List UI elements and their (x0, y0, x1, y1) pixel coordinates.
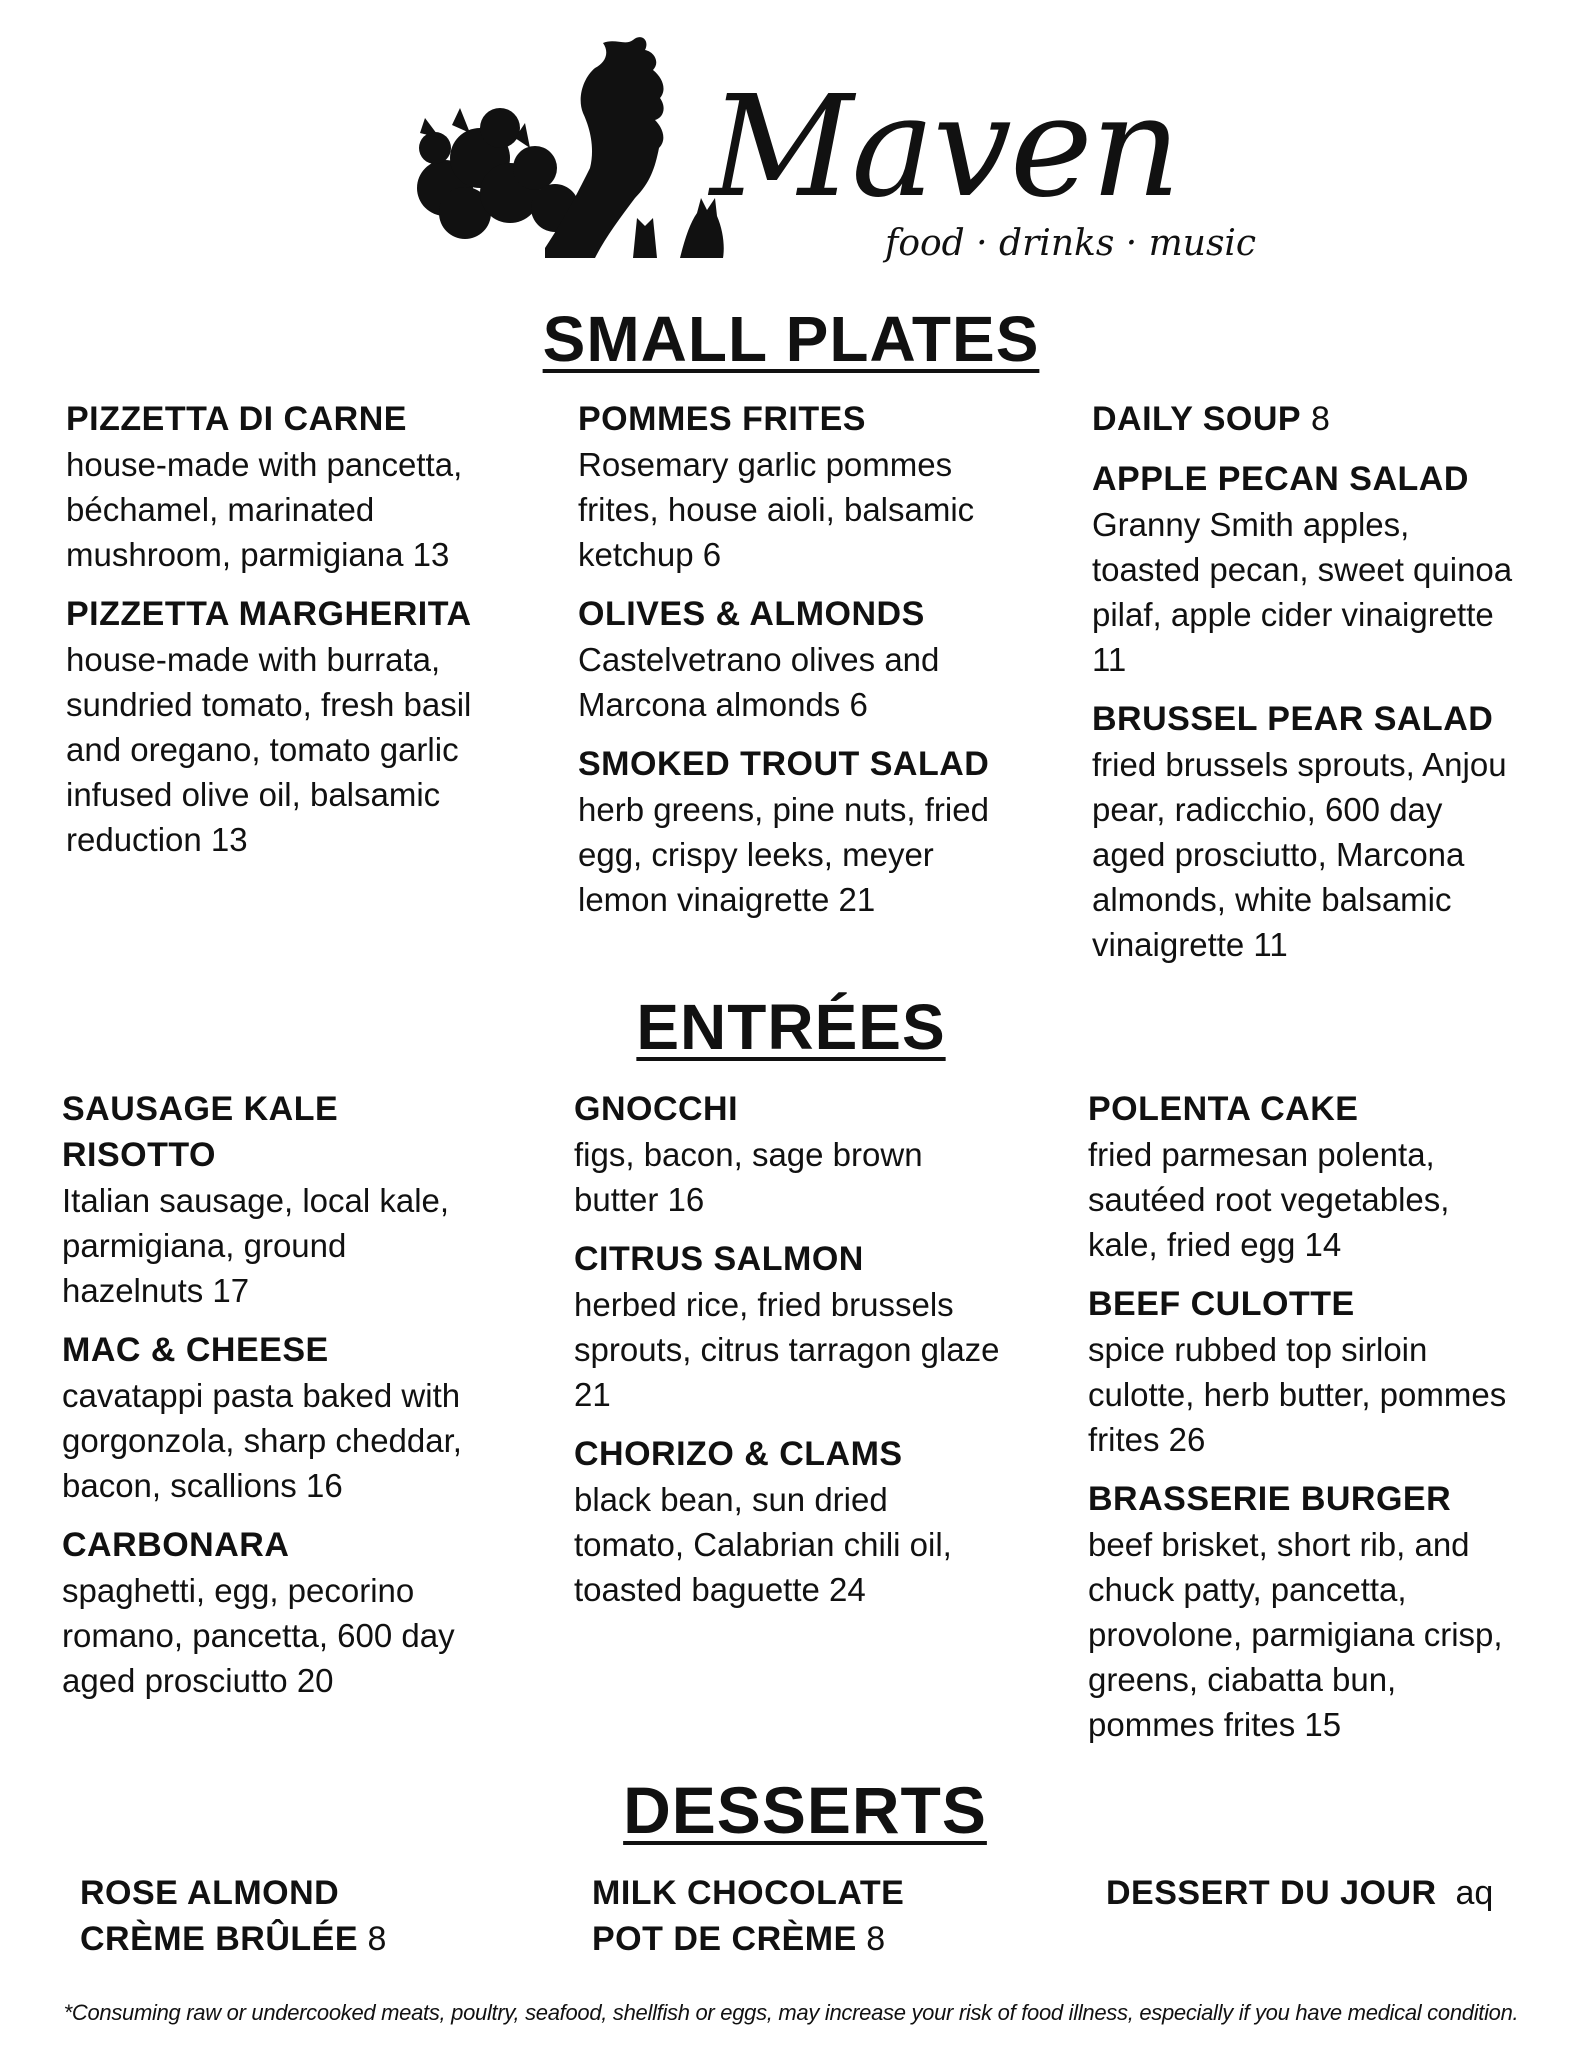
entrees-heading: ENTRÉES (636, 991, 946, 1063)
item-name: SAUSAGE KALE RISOTTO (62, 1090, 339, 1174)
item-name (1092, 396, 1522, 442)
menu-item (66, 396, 496, 577)
menu-item (578, 591, 1008, 727)
dessert-item (80, 1870, 480, 1962)
item-description: fried brussels sprouts, Anjou pear, radicchio, 600 day aged prosciutto, Marcona almonds, white balsamic vinaigrette 11 (1092, 746, 1507, 963)
menu-item (1092, 396, 1522, 442)
item-name: POMMES FRITES (578, 400, 866, 438)
dessert-item (1106, 1870, 1546, 1916)
menu-item (62, 1522, 492, 1703)
item-description: black bean, sun dried tomato, Calabrian chili oil, toasted baguette 24 (574, 1481, 952, 1608)
item-description: figs, bacon, sage brown butter 16 (574, 1136, 923, 1218)
small-plates-column-2 (578, 396, 1008, 936)
item-name: POLENTA CAKE (1088, 1090, 1359, 1128)
item-description: Castelvetrano olives and Marcona almonds 6 (578, 641, 940, 723)
entrees-column-1 (62, 1086, 492, 1717)
item-name: APPLE PECAN SALAD (1092, 460, 1469, 498)
menu-item (574, 1086, 1004, 1222)
item-name: BEEF CULOTTE (1088, 1285, 1355, 1323)
menu-item (1092, 456, 1522, 682)
dessert-item (592, 1870, 1012, 1962)
menu-item (1088, 1281, 1518, 1462)
item-name: MAC & CHEESE (62, 1331, 329, 1369)
food-safety-disclaimer: *Consuming raw or undercooked meats, poultry, seafood, shellfish or eggs, may increase your risk of food illness, especially if you have medical condition. (63, 2000, 1519, 2025)
item-description: beef brisket, short rib, and chuck patty, pancetta, provolone, parmigiana crisp, greens, ciabatta bun, pommes frites 15 (1088, 1526, 1503, 1743)
item-description: spice rubbed top sirloin culotte, herb butter, pommes frites 26 (1088, 1331, 1507, 1458)
menu-item (574, 1431, 1004, 1612)
item-name-text: DAILY SOUP (1092, 400, 1302, 438)
item-description: Rosemary garlic pommes frites, house aioli, balsamic ketchup 6 (578, 446, 975, 573)
menu-item (62, 1086, 492, 1313)
item-name: BRUSSEL PEAR SALAD (1092, 700, 1494, 738)
brand-wordmark: Maven (710, 66, 1179, 229)
menu-item (574, 1236, 1004, 1417)
item-name: PIZZETTA DI CARNE (66, 400, 407, 438)
item-description: spaghetti, egg, pecorino romano, pancetta, 600 day aged prosciutto 20 (62, 1572, 455, 1699)
dessert-price: 8 (866, 1920, 886, 1958)
item-name: CITRUS SALMON (574, 1240, 864, 1278)
small-plates-heading: SMALL PLATES (542, 303, 1040, 375)
item-description: fried parmesan polenta, sautéed root vegetables, kale, fried egg 14 (1088, 1136, 1450, 1263)
item-name: CARBONARA (62, 1526, 290, 1564)
dessert-price: 8 (367, 1920, 387, 1958)
menu-item (1088, 1476, 1518, 1747)
menu-item (1092, 696, 1522, 967)
dessert-name-line2: CRÈME BRÛLÉE (80, 1920, 359, 1958)
small-plates-column-3 (1092, 396, 1522, 981)
item-description: Granny Smith apples, toasted pecan, sweet quinoa pilaf, apple cider vinaigrette 11 (1092, 506, 1513, 678)
small-plates-column-1 (66, 396, 496, 876)
item-description: house-made with pancetta, béchamel, marinated mushroom, parmigiana 13 (66, 446, 463, 573)
dessert-price: aq (1455, 1874, 1494, 1912)
brand-tagline: food · drinks · music (885, 223, 1257, 264)
item-name: PIZZETTA MARGHERITA (66, 595, 472, 633)
item-name: OLIVES & ALMONDS (578, 595, 925, 633)
menu-item (1088, 1086, 1518, 1267)
maven-logo (405, 18, 1257, 298)
dessert-name-line1: ROSE ALMOND (80, 1874, 340, 1912)
item-description: herbed rice, fried brussels sprouts, citrus tarragon glaze 21 (574, 1286, 1000, 1413)
entrees-column-3 (1088, 1086, 1518, 1761)
dessert-name-line1: DESSERT DU JOUR (1106, 1874, 1437, 1912)
menu-item (66, 591, 496, 862)
item-name: CHORIZO & CLAMS (574, 1435, 903, 1473)
desserts-heading: DESSERTS (623, 1773, 987, 1847)
item-name: GNOCCHI (574, 1090, 739, 1128)
item-description: house-made with burrata, sundried tomato, fresh basil and oregano, tomato garlic infused olive oil, balsamic reduction 13 (66, 641, 472, 858)
item-name: SMOKED TROUT SALAD (578, 745, 990, 783)
menu-item (62, 1327, 492, 1508)
dessert-name-line2: POT DE CRÈME (592, 1920, 857, 1958)
menu-item (578, 741, 1008, 922)
item-name: BRASSERIE BURGER (1088, 1480, 1452, 1518)
dessert-name-line1: MILK CHOCOLATE (592, 1874, 905, 1912)
item-price: 8 (1301, 400, 1331, 438)
item-description: cavatappi pasta baked with gorgonzola, sharp cheddar, bacon, scallions 16 (62, 1377, 462, 1504)
item-description: Italian sausage, local kale, parmigiana, ground hazelnuts 17 (62, 1182, 450, 1309)
menu-item (578, 396, 1008, 577)
entrees-column-2 (574, 1086, 1004, 1626)
item-description: herb greens, pine nuts, fried egg, crispy leeks, meyer lemon vinaigrette 21 (578, 791, 989, 918)
